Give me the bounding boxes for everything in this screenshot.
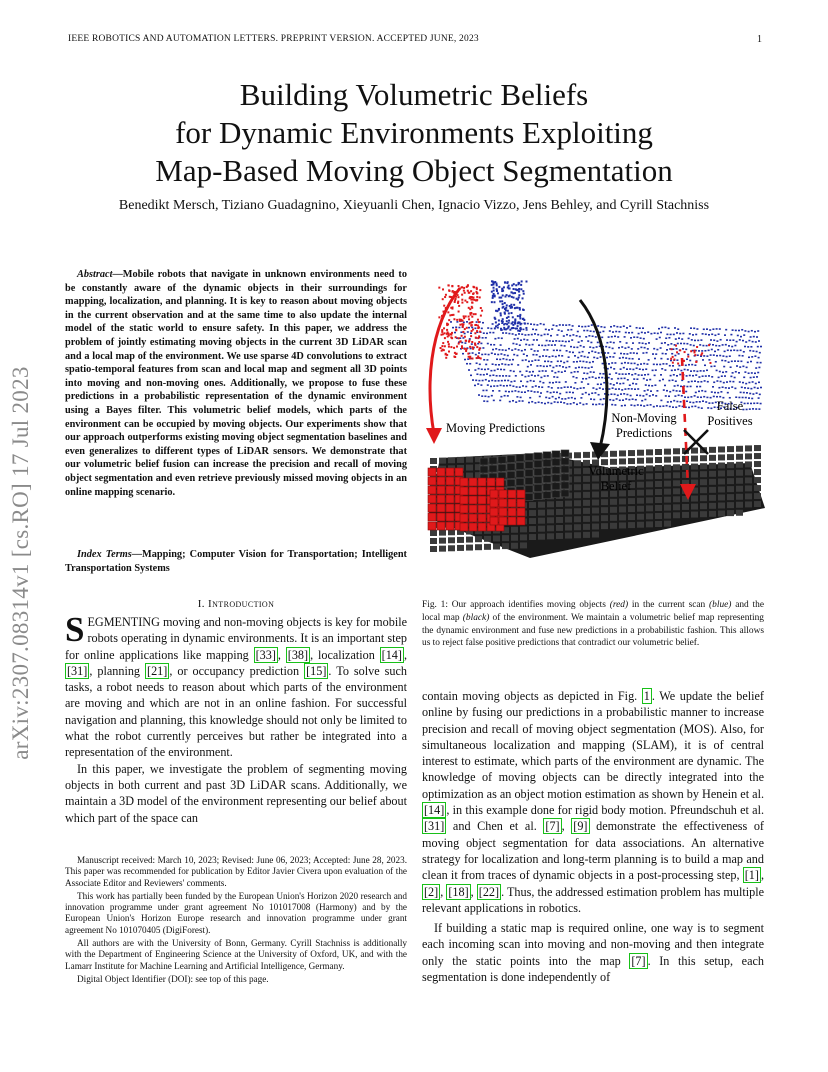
citation-link[interactable]: [38]	[287, 647, 309, 662]
abstract-label: Abstract	[77, 269, 113, 280]
intro-text: . To solve such tasks, a robot needs to reason about which parts of the environment are moving and which are not in an online fashion. For successful navigation and planning, this knowledge should not only be limited to what the robot currently perceives but rather be integrated into a representation of the environment.	[65, 663, 408, 760]
body-text: ,	[561, 819, 572, 834]
paper-title	[0, 76, 828, 190]
caption-text: of the environment. We maintain a volumetric belief map representing the dynamic environment and fuse new predictions in a probabilistic fashion. This allows us to reject false positive predictions that contradict our volumetric belief.	[422, 612, 764, 649]
moving-arrowhead	[426, 428, 442, 444]
caption-text: (black)	[462, 612, 490, 623]
citation-link[interactable]: [33]	[255, 647, 276, 662]
title-line-2: for Dynamic Environments Exploiting	[175, 115, 653, 150]
citation-link[interactable]: [15]	[306, 663, 327, 678]
drop-cap: S	[65, 610, 85, 649]
footnotes	[65, 855, 407, 987]
right-column-body	[422, 688, 764, 989]
body-text: and Chen et al.	[446, 819, 544, 834]
figure-1	[420, 258, 770, 588]
footnote-manuscript: Manuscript received: March 10, 2023; Revised: June 06, 2023; Accepted: June 28, 2023. This paper was recommended for publication by Editor Javier Civera upon evaluation of the Associate Editor and Reviewers' comments.	[65, 855, 407, 888]
citation-link[interactable]: [31]	[67, 663, 88, 678]
moving-arrow	[430, 288, 460, 434]
body-text: ,	[760, 868, 764, 883]
citation-link[interactable]: [7]	[545, 819, 560, 834]
citation-link[interactable]: [22]	[478, 884, 500, 899]
body-text: If building a static map is required online, one way is to segment each incoming scan into moving and non-moving and then integrate only the static points into the map	[422, 921, 764, 968]
citation-link[interactable]: [7]	[631, 953, 646, 968]
body-text: demonstrate the effectiveness of moving object segmentation for data associations. An alternative strategy for localization and long-term planning is to build a map and clean it from traces of dynamic objects in a post-processing step,	[422, 819, 764, 883]
journal-header: IEEE ROBOTICS AND AUTOMATION LETTERS. PREPRINT VERSION. ACCEPTED JUNE, 2023	[68, 34, 479, 44]
footnote-funding: This work has partially been funded by the European Union's Horizon 2020 research and innovation programme under grant agreement No 101017008 (Harmony) and by the European Union's Horizon Europe research and innovation programme under grant agreement No 101070405 (DigiForest).	[65, 890, 407, 935]
index-terms-label: Index Terms	[77, 549, 132, 560]
label-volumetric-2: Belief	[600, 479, 632, 493]
body-text: . We update the belief online by fusing our predictions in a probabilistic manner to increase precision and recall of moving object segmentation (MOS). Also, for simultaneous localization and mapping (SLAM), it is of central interest to estimate, which parts of the environment are dynamic. The knowledge of moving objects can be directly integrated into the optimization as an object motion estimation as shown by Henein et al.	[422, 689, 764, 801]
author-list: Benedikt Mersch, Tiziano Guadagnino, Xieyuanli Chen, Ignacio Vizzo, Jens Behley, and Cyrill Stachniss	[118, 198, 710, 213]
intro-text: , or occupancy prediction	[169, 663, 305, 678]
intro-body	[65, 610, 408, 826]
index-terms	[65, 548, 407, 575]
caption-text: and the local map	[422, 600, 764, 623]
intro-text: , planning	[89, 663, 146, 678]
citation-link[interactable]: [9]	[573, 819, 588, 834]
page-number: 1	[757, 34, 762, 45]
label-moving-predictions: Moving Predictions	[446, 421, 545, 435]
caption-text: Fig. 1: Our approach identifies moving objects	[422, 600, 610, 610]
abstract-text: —Mobile robots that navigate in unknown environments need to be constantly aware of the dynamic objects in their surroundings for mapping, localization, and planning. It is key to reason about moving objects in the current observation and at the same time to also update the internal model of the static world to ensure safety. In this paper, we address the problem of jointly estimating moving objects in the current 3D LiDAR scan and a local map of the environment. We use sparse 4D convolutions to extract spatio-temporal features from scan and local map and segment all 3D points into moving and non-moving ones. Additionally, we propose to fuse these predictions in a probabilistic representation of the dynamic environment using a Bayes filter. This volumetric belief models, which parts of the environment can be occupied by moving objects. Our experiments show that our approach outperforms existing moving object segmentation baselines and even generalizes to different types of LiDAR sensors. We demonstrate that our volumetric belief fusion can increase the precision and recall of moving object segmentation and even retrieve previously missed moving objects in an online mapping scenario.	[65, 269, 407, 498]
citation-link[interactable]: [21]	[147, 663, 168, 678]
intro-text: ,	[277, 647, 286, 662]
body-text: contain moving objects as depicted in Fig.	[422, 689, 642, 703]
title-line-1: Building Volumetric Beliefs	[239, 77, 589, 112]
label-volumetric-1: Volumetric	[588, 464, 644, 478]
label-false-2: Positives	[707, 414, 753, 428]
citation-link[interactable]: [2]	[424, 884, 439, 899]
figure-caption	[422, 599, 764, 650]
citation-link[interactable]: [31]	[424, 819, 445, 834]
intro-text: , localization	[310, 647, 380, 662]
footnote-doi: Digital Object Identifier (DOI): see top of this page.	[77, 973, 269, 984]
label-nonmoving-2: Predictions	[615, 426, 673, 440]
caption-text: in the current scan	[628, 600, 710, 610]
footnote-affiliation: All authors are with the University of Bonn, Germany. Cyrill Stachniss is additionally with the Department of Engineering Science at the University of Oxford, UK, and with the Lamarr Institute for Machine Learning and Artificial Intelligence, Germany.	[65, 938, 407, 971]
label-false-1: False	[716, 399, 744, 413]
intro-paragraph-2: In this paper, we investigate the problem of segmenting moving objects in both current and past 3D LiDAR scans. Additionally, we maintain a 3D model of the environment representing our belief about which part of the space can	[65, 761, 407, 825]
intro-paragraph-1	[65, 610, 408, 761]
abstract	[65, 268, 407, 499]
citation-link[interactable]: [1]	[744, 868, 759, 883]
body-text: ,	[470, 884, 477, 899]
intro-text: ,	[403, 647, 407, 662]
caption-text: (blue)	[709, 600, 732, 610]
section-heading: I. Introduction	[197, 598, 275, 610]
citation-link[interactable]: [14]	[424, 803, 445, 818]
label-nonmoving-1: Non-Moving	[611, 411, 677, 425]
intro-text: EGMENTING moving and non-moving objects is key for mobile robots operating in dynamic environments. It is an important step for online applications like mapping	[65, 615, 408, 662]
arxiv-identifier: arXiv:2307.08314v1 [cs.RO] 17 Jul 2023	[8, 366, 33, 760]
col2-paragraph-2	[422, 920, 764, 985]
citation-link[interactable]: [18]	[448, 884, 469, 899]
body-text: . In this setup, each segmentation is done independently of	[422, 953, 764, 985]
title-line-3: Map-Based Moving Object Segmentation	[155, 153, 673, 188]
body-text: ,	[440, 884, 447, 899]
figure-link[interactable]: 1	[643, 689, 650, 703]
caption-text: (red)	[609, 600, 629, 610]
body-text: . Thus, the addressed estimation problem has multiple relevant applications in robotics.	[422, 884, 765, 915]
citation-link[interactable]: [14]	[381, 647, 402, 662]
body-text: , in this example done for rigid body motion. Pfreundschuh et al.	[446, 803, 764, 818]
index-terms-text: —Mapping; Computer Vision for Transportation; Intelligent Transportation Systems	[65, 549, 407, 574]
col2-paragraph-1	[422, 688, 764, 916]
